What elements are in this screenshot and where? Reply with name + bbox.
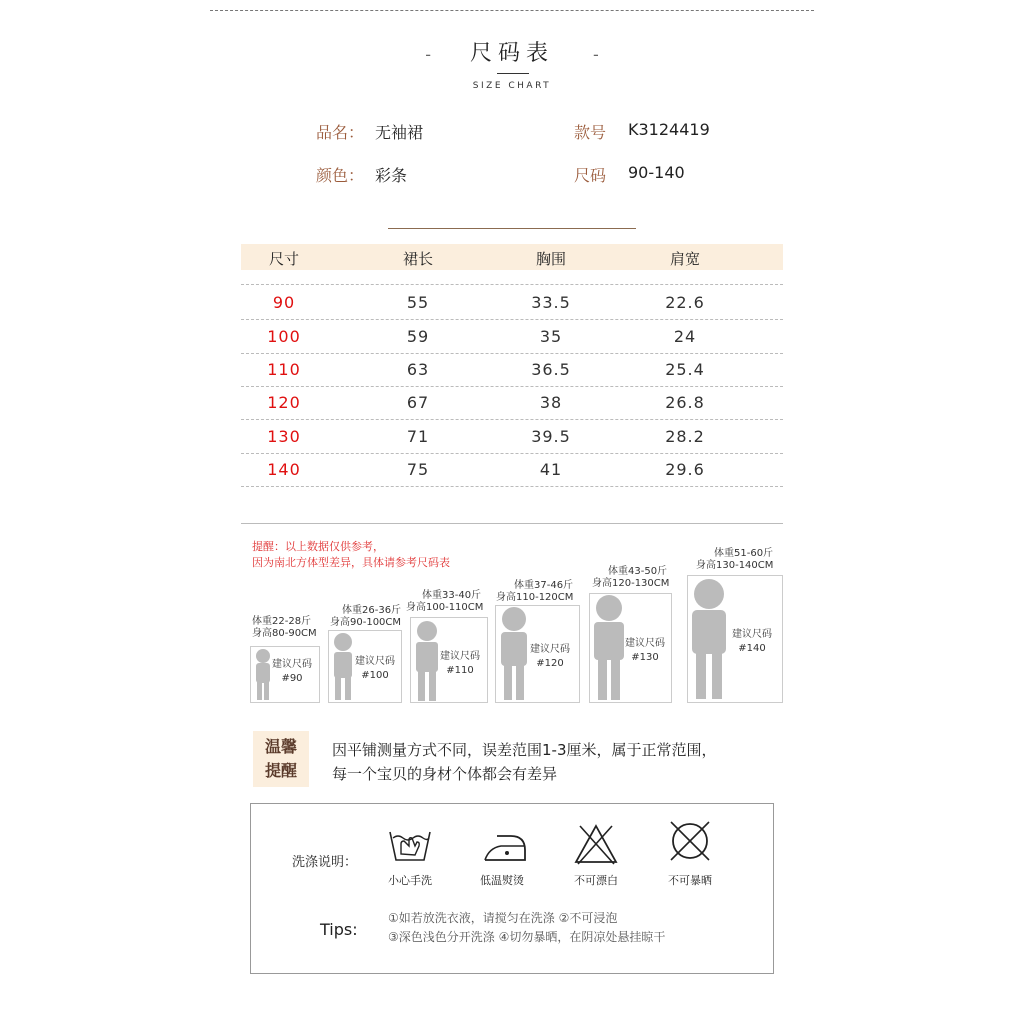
page-title-row [0,36,1024,67]
kid-suggest-size: #120 [536,658,564,669]
cell-shoulder: 29.6 [665,460,705,479]
cell-chest: 35 [539,327,563,346]
title-dash-left: - [425,45,431,64]
no-tumble-dry-caption: 不可暴晒 [668,874,712,887]
kid-suggest-130 [625,637,665,665]
kid-suggest-label: 建议尺码 [272,659,312,670]
cell-shoulder: 26.8 [665,393,705,412]
kid-suggest-140 [732,628,772,656]
cell-chest: 36.5 [531,360,571,379]
reminder-line-1: 因平铺测量方式不同，误差范围1-3厘米，属于正常范围， [332,741,717,759]
kid-suggest-label: 建议尺码 [530,644,570,655]
kid-suggest-100 [355,655,395,683]
kid-height: 身高80-90CM [252,628,317,639]
no-bleach-caption: 不可漂白 [574,874,618,887]
col-header-size: 尺寸 [268,250,299,268]
kid-weight: 体重43-50斤 [608,566,668,577]
table-row [241,453,783,487]
cell-length: 67 [406,393,430,412]
kid-info-120 [496,580,573,604]
title-underline [497,73,529,74]
wash-label: 洗涤说明： [292,855,358,870]
notice-line-1: 提醒：以上数据仅供参考， [252,540,384,553]
product-color-value: 彩条 [375,166,408,185]
kid-suggest-label: 建议尺码 [440,651,480,662]
cell-length: 59 [406,327,430,346]
kid-suggest-110 [440,650,480,678]
cell-chest: 39.5 [531,427,571,446]
cell-length: 75 [406,460,430,479]
cell-shoulder: 22.6 [665,293,705,312]
product-color-label: 颜色： [316,166,365,185]
child-silhouette-icon [252,648,274,702]
tips-line-2: ③深色浅色分开洗涤 ④切勿暴晒，在阴凉处悬挂晾干 [388,930,666,944]
cell-length: 55 [406,293,430,312]
kid-weight: 体重37-46斤 [514,580,574,591]
kid-weight: 体重33-40斤 [422,590,482,601]
cell-size: 90 [272,293,296,312]
cell-chest: 33.5 [531,293,571,312]
cell-chest: 41 [539,460,563,479]
kid-suggest-label: 建议尺码 [732,629,772,640]
child-silhouette-icon [688,578,730,700]
child-silhouette-icon [330,632,356,702]
cell-shoulder: 24 [673,327,697,346]
product-size-label: 尺码 [574,166,607,185]
tips-label: Tips: [320,920,358,939]
cell-chest: 38 [539,393,563,412]
cell-size: 110 [267,360,301,379]
wash-icon-4 [660,818,720,868]
kid-suggest-size: #130 [631,652,659,663]
kid-suggest-size: #140 [738,643,766,654]
product-code-label: 款号 [574,123,607,142]
info-divider [388,228,636,229]
kid-suggest-size: #90 [281,673,303,684]
wash-icon-3 [566,822,626,870]
col-header-shoulder: 肩宽 [669,250,700,268]
cell-length: 63 [406,360,430,379]
kid-info-100 [330,605,401,629]
table-row [241,353,783,387]
kid-info-90 [252,616,317,640]
product-name-label: 品名： [316,123,365,142]
cell-length: 71 [406,427,430,446]
table-row [241,386,783,420]
page-title: 尺码表 [469,41,554,66]
kid-suggest-label: 建议尺码 [625,638,665,649]
notice-line-2: 因为南北方体型差异，具体请参考尺码表 [252,556,450,569]
col-header-chest: 胸围 [535,250,566,268]
kid-weight: 体重22-28斤 [252,616,312,627]
kid-suggest-label: 建议尺码 [355,656,395,667]
kid-height: 身高120-130CM [592,578,670,589]
title-dash-right: - [593,45,599,64]
kid-weight: 体重51-60斤 [714,548,774,559]
kid-height: 身高90-100CM [330,617,402,628]
kid-height: 身高130-140CM [696,560,774,571]
child-silhouette-icon [497,606,531,701]
kid-info-130 [592,566,669,590]
cell-size: 120 [267,393,301,412]
hand-wash-icon [385,824,435,864]
page-subtitle: SIZE CHART [472,81,552,91]
product-name-value: 无袖裙 [375,123,424,142]
reminder-line-2: 每一个宝贝的身材个体都会有差异 [332,765,558,783]
top-dashed-divider [210,10,814,11]
product-code-value: K3124419 [628,120,710,139]
table-row [241,320,783,354]
table-top-dashed-line [241,284,783,285]
cell-shoulder: 25.4 [665,360,705,379]
kid-suggest-size: #100 [361,670,389,681]
cell-size: 140 [267,460,301,479]
child-silhouette-icon [412,620,442,702]
reminder-badge-line-2: 提醒 [264,761,297,780]
tips-line-1: ①如若放洗衣液，请搅匀在洗涤 ②不可浸泡 [388,911,618,925]
cell-size: 100 [267,327,301,346]
low-iron-caption: 低温熨烫 [480,874,524,887]
cell-size: 130 [267,427,301,446]
data-notice [252,539,450,571]
no-tumble-dry-icon [667,818,713,864]
no-bleach-icon [572,822,620,866]
kid-height: 身高110-120CM [496,592,574,603]
cell-shoulder: 28.2 [665,427,705,446]
reminder-badge-line-1: 温馨 [264,737,297,756]
col-header-length: 裙长 [402,250,433,268]
kid-weight: 体重26-36斤 [342,605,402,616]
table-row [241,420,783,454]
reminder-text [332,738,717,786]
hand-wash-caption: 小心手洗 [388,874,432,887]
size-table-header [241,244,783,270]
kid-info-140 [696,548,773,572]
reminder-badge [253,731,309,787]
wash-icon-2 [474,828,534,868]
kid-height: 身高100-110CM [406,602,484,613]
kid-info-110 [406,590,483,614]
tips-text [388,909,665,947]
child-silhouette-icon [590,594,628,701]
section-divider [241,523,783,524]
low-iron-icon [477,828,531,864]
product-size-value: 90-140 [628,163,685,182]
wash-icon-1 [380,824,440,868]
kid-suggest-120 [530,643,570,671]
table-row [241,286,783,320]
kid-suggest-90 [272,658,312,686]
kid-suggest-size: #110 [446,665,474,676]
